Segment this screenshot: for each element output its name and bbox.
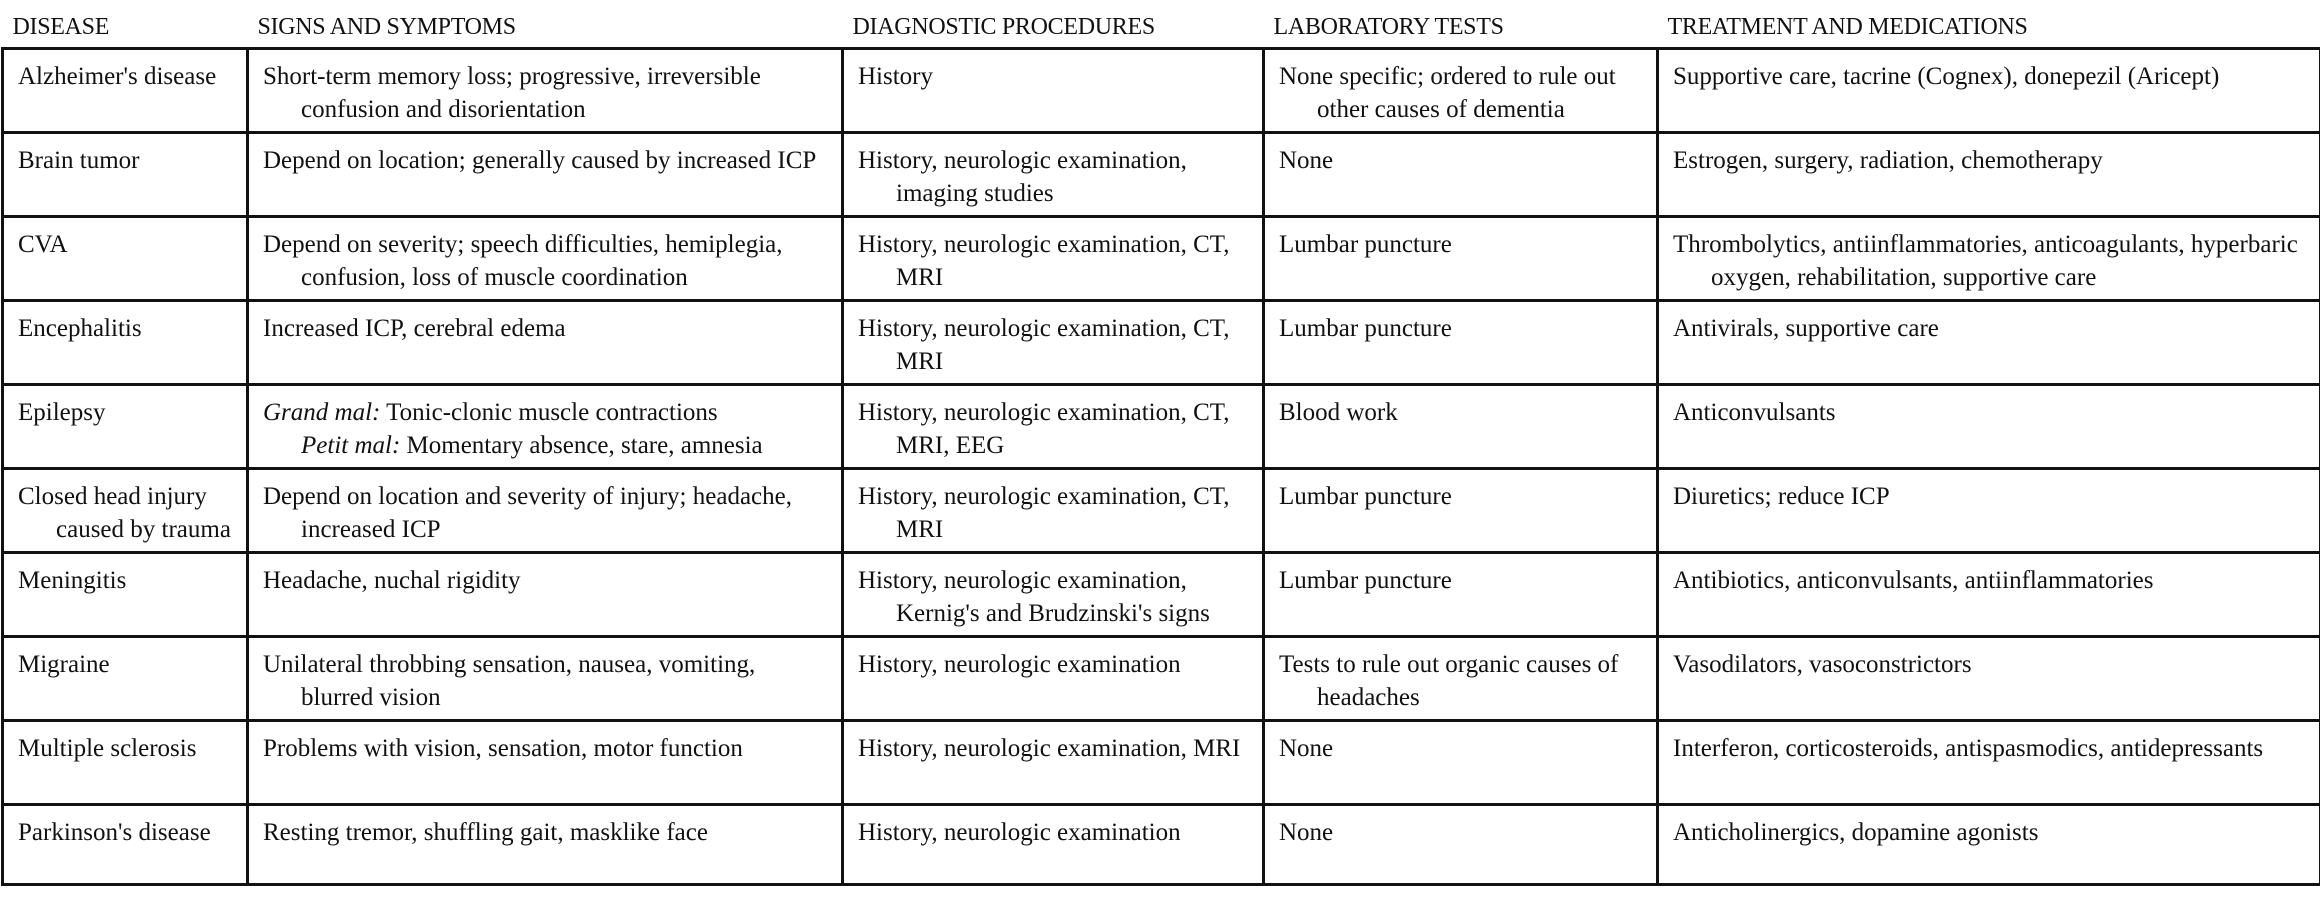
laboratory-text: Lumbar puncture [1279, 483, 1452, 510]
cell-treatment [1658, 301, 2320, 385]
cell-diagnostic [843, 301, 1264, 385]
cell-treatment [1658, 805, 2320, 885]
disease-name: Migraine [18, 651, 110, 678]
laboratory-text: None [1279, 735, 1334, 762]
signs-text: Depend on location; generally caused by increased ICP [263, 147, 817, 174]
disease-name: Parkinson's disease [18, 819, 211, 846]
cell-disease [3, 301, 248, 385]
treatment-text: Vasodilators, vasoconstrictors [1673, 651, 1972, 678]
diagnostic-text: History, neurologic examination, CT, MRI [858, 315, 1230, 375]
diagnostic-text: History, neurologic examination, MRI [858, 735, 1241, 762]
cell-laboratory [1264, 805, 1658, 885]
header-disease: DISEASE [3, 0, 248, 49]
cell-disease [3, 49, 248, 133]
disease-name: Multiple sclerosis [18, 735, 197, 762]
cell-diagnostic [843, 805, 1264, 885]
petit-mal-text: Momentary absence, stare, amnesia [400, 432, 763, 459]
cell-signs [248, 805, 843, 885]
table-row [3, 637, 2320, 721]
cell-signs [248, 721, 843, 805]
cell-laboratory [1264, 133, 1658, 217]
cell-treatment [1658, 133, 2320, 217]
cell-disease [3, 133, 248, 217]
table-row [3, 133, 2320, 217]
petit-mal-label: Petit mal: [301, 432, 401, 459]
treatment-text: Antibiotics, anticonvulsants, antiinflammatories [1673, 567, 2154, 594]
header-signs: SIGNS AND SYMPTOMS [248, 0, 843, 49]
cell-disease [3, 553, 248, 637]
diagnostic-text: History, neurologic examination [858, 819, 1181, 846]
cell-laboratory [1264, 469, 1658, 553]
cell-diagnostic [843, 133, 1264, 217]
diagnostic-text: History, neurologic examination, CT, MRI [858, 231, 1230, 291]
laboratory-text: Blood work [1279, 399, 1398, 426]
disease-name: Brain tumor [18, 147, 140, 174]
signs-grand-mal [263, 396, 833, 429]
grand-mal-text: Tonic-clonic muscle contractions [380, 399, 718, 426]
cell-disease [3, 637, 248, 721]
cell-diagnostic [843, 637, 1264, 721]
disease-table [1, 0, 2320, 886]
disease-name: Encephalitis [18, 315, 142, 342]
cell-treatment [1658, 217, 2320, 301]
cell-diagnostic [843, 385, 1264, 469]
table-header-row [3, 0, 2320, 49]
cell-diagnostic [843, 721, 1264, 805]
treatment-text: Supportive care, tacrine (Cognex), donepezil (Aricept) [1673, 63, 2220, 90]
cell-disease [3, 469, 248, 553]
disease-name: Epilepsy [18, 399, 106, 426]
signs-petit-mal [263, 429, 833, 462]
cell-laboratory [1264, 637, 1658, 721]
cell-disease [3, 805, 248, 885]
cell-signs [248, 49, 843, 133]
cell-diagnostic [843, 553, 1264, 637]
signs-text: Problems with vision, sensation, motor function [263, 735, 743, 762]
treatment-text: Diuretics; reduce ICP [1673, 483, 1890, 510]
cell-signs [248, 385, 843, 469]
table-row [3, 721, 2320, 805]
table-row [3, 301, 2320, 385]
cell-disease [3, 385, 248, 469]
cell-signs [248, 637, 843, 721]
cell-laboratory [1264, 217, 1658, 301]
laboratory-text: Tests to rule out organic causes of headaches [1279, 651, 1619, 711]
cell-treatment [1658, 385, 2320, 469]
cell-signs [248, 217, 843, 301]
header-treatment: TREATMENT AND MEDICATIONS [1658, 0, 2320, 49]
disease-name: Alzheimer's disease [18, 63, 217, 90]
signs-text: Depend on location and severity of injury; headache, increased ICP [263, 483, 792, 543]
signs-text: Short-term memory loss; progressive, irreversible confusion and disorientation [263, 63, 761, 123]
cell-disease [3, 721, 248, 805]
cell-treatment [1658, 637, 2320, 721]
cell-signs [248, 553, 843, 637]
cell-signs [248, 301, 843, 385]
laboratory-text: None [1279, 819, 1334, 846]
cell-laboratory [1264, 301, 1658, 385]
cell-signs [248, 133, 843, 217]
signs-text: Increased ICP, cerebral edema [263, 315, 566, 342]
laboratory-text: Lumbar puncture [1279, 315, 1452, 342]
diagnostic-text: History, neurologic examination, CT, MRI, EEG [858, 399, 1230, 459]
cell-treatment [1658, 553, 2320, 637]
table-row [3, 469, 2320, 553]
signs-text: Unilateral throbbing sensation, nausea, vomiting, blurred vision [263, 651, 756, 711]
disease-name: Meningitis [18, 567, 127, 594]
table-row [3, 805, 2320, 885]
header-diagnostic: DIAGNOSTIC PROCEDURES [843, 0, 1264, 49]
laboratory-text: None specific; ordered to rule out other causes of dementia [1279, 63, 1616, 123]
treatment-text: Anticonvulsants [1673, 399, 1836, 426]
header-laboratory: LABORATORY TESTS [1264, 0, 1658, 49]
laboratory-text: None [1279, 147, 1334, 174]
diagnostic-text: History [858, 63, 933, 90]
disease-name: Closed head injury caused by trauma [18, 483, 231, 543]
treatment-text: Antivirals, supportive care [1673, 315, 1939, 342]
laboratory-text: Lumbar puncture [1279, 567, 1452, 594]
diagnostic-text: History, neurologic examination, imaging studies [858, 147, 1187, 207]
table-row [3, 217, 2320, 301]
cell-laboratory [1264, 49, 1658, 133]
cell-diagnostic [843, 469, 1264, 553]
diagnostic-text: History, neurologic examination [858, 651, 1181, 678]
cell-disease [3, 217, 248, 301]
treatment-text: Anticholinergics, dopamine agonists [1673, 819, 2039, 846]
cell-laboratory [1264, 385, 1658, 469]
table-row [3, 385, 2320, 469]
signs-text: Headache, nuchal rigidity [263, 567, 521, 594]
cell-treatment [1658, 49, 2320, 133]
signs-text: Resting tremor, shuffling gait, masklike face [263, 819, 708, 846]
disease-name: CVA [18, 231, 68, 258]
table-row [3, 49, 2320, 133]
signs-text: Depend on severity; speech difficulties, hemiplegia, confusion, loss of muscle coordination [263, 231, 783, 291]
treatment-text: Interferon, corticosteroids, antispasmodics, antidepressants [1673, 735, 2264, 762]
cell-laboratory [1264, 721, 1658, 805]
cell-signs [248, 469, 843, 553]
treatment-text: Thrombolytics, antiinflammatories, anticoagulants, hyperbaric oxygen, rehabilitation, supportive care [1673, 231, 2298, 291]
grand-mal-label: Grand mal: [263, 399, 381, 426]
treatment-text: Estrogen, surgery, radiation, chemotherapy [1673, 147, 2103, 174]
laboratory-text: Lumbar puncture [1279, 231, 1452, 258]
cell-treatment [1658, 469, 2320, 553]
cell-treatment [1658, 721, 2320, 805]
cell-laboratory [1264, 553, 1658, 637]
diagnostic-text: History, neurologic examination, CT, MRI [858, 483, 1230, 543]
diagnostic-text: History, neurologic examination, Kernig's and Brudzinski's signs [858, 567, 1210, 627]
cell-diagnostic [843, 217, 1264, 301]
cell-diagnostic [843, 49, 1264, 133]
table-row [3, 553, 2320, 637]
